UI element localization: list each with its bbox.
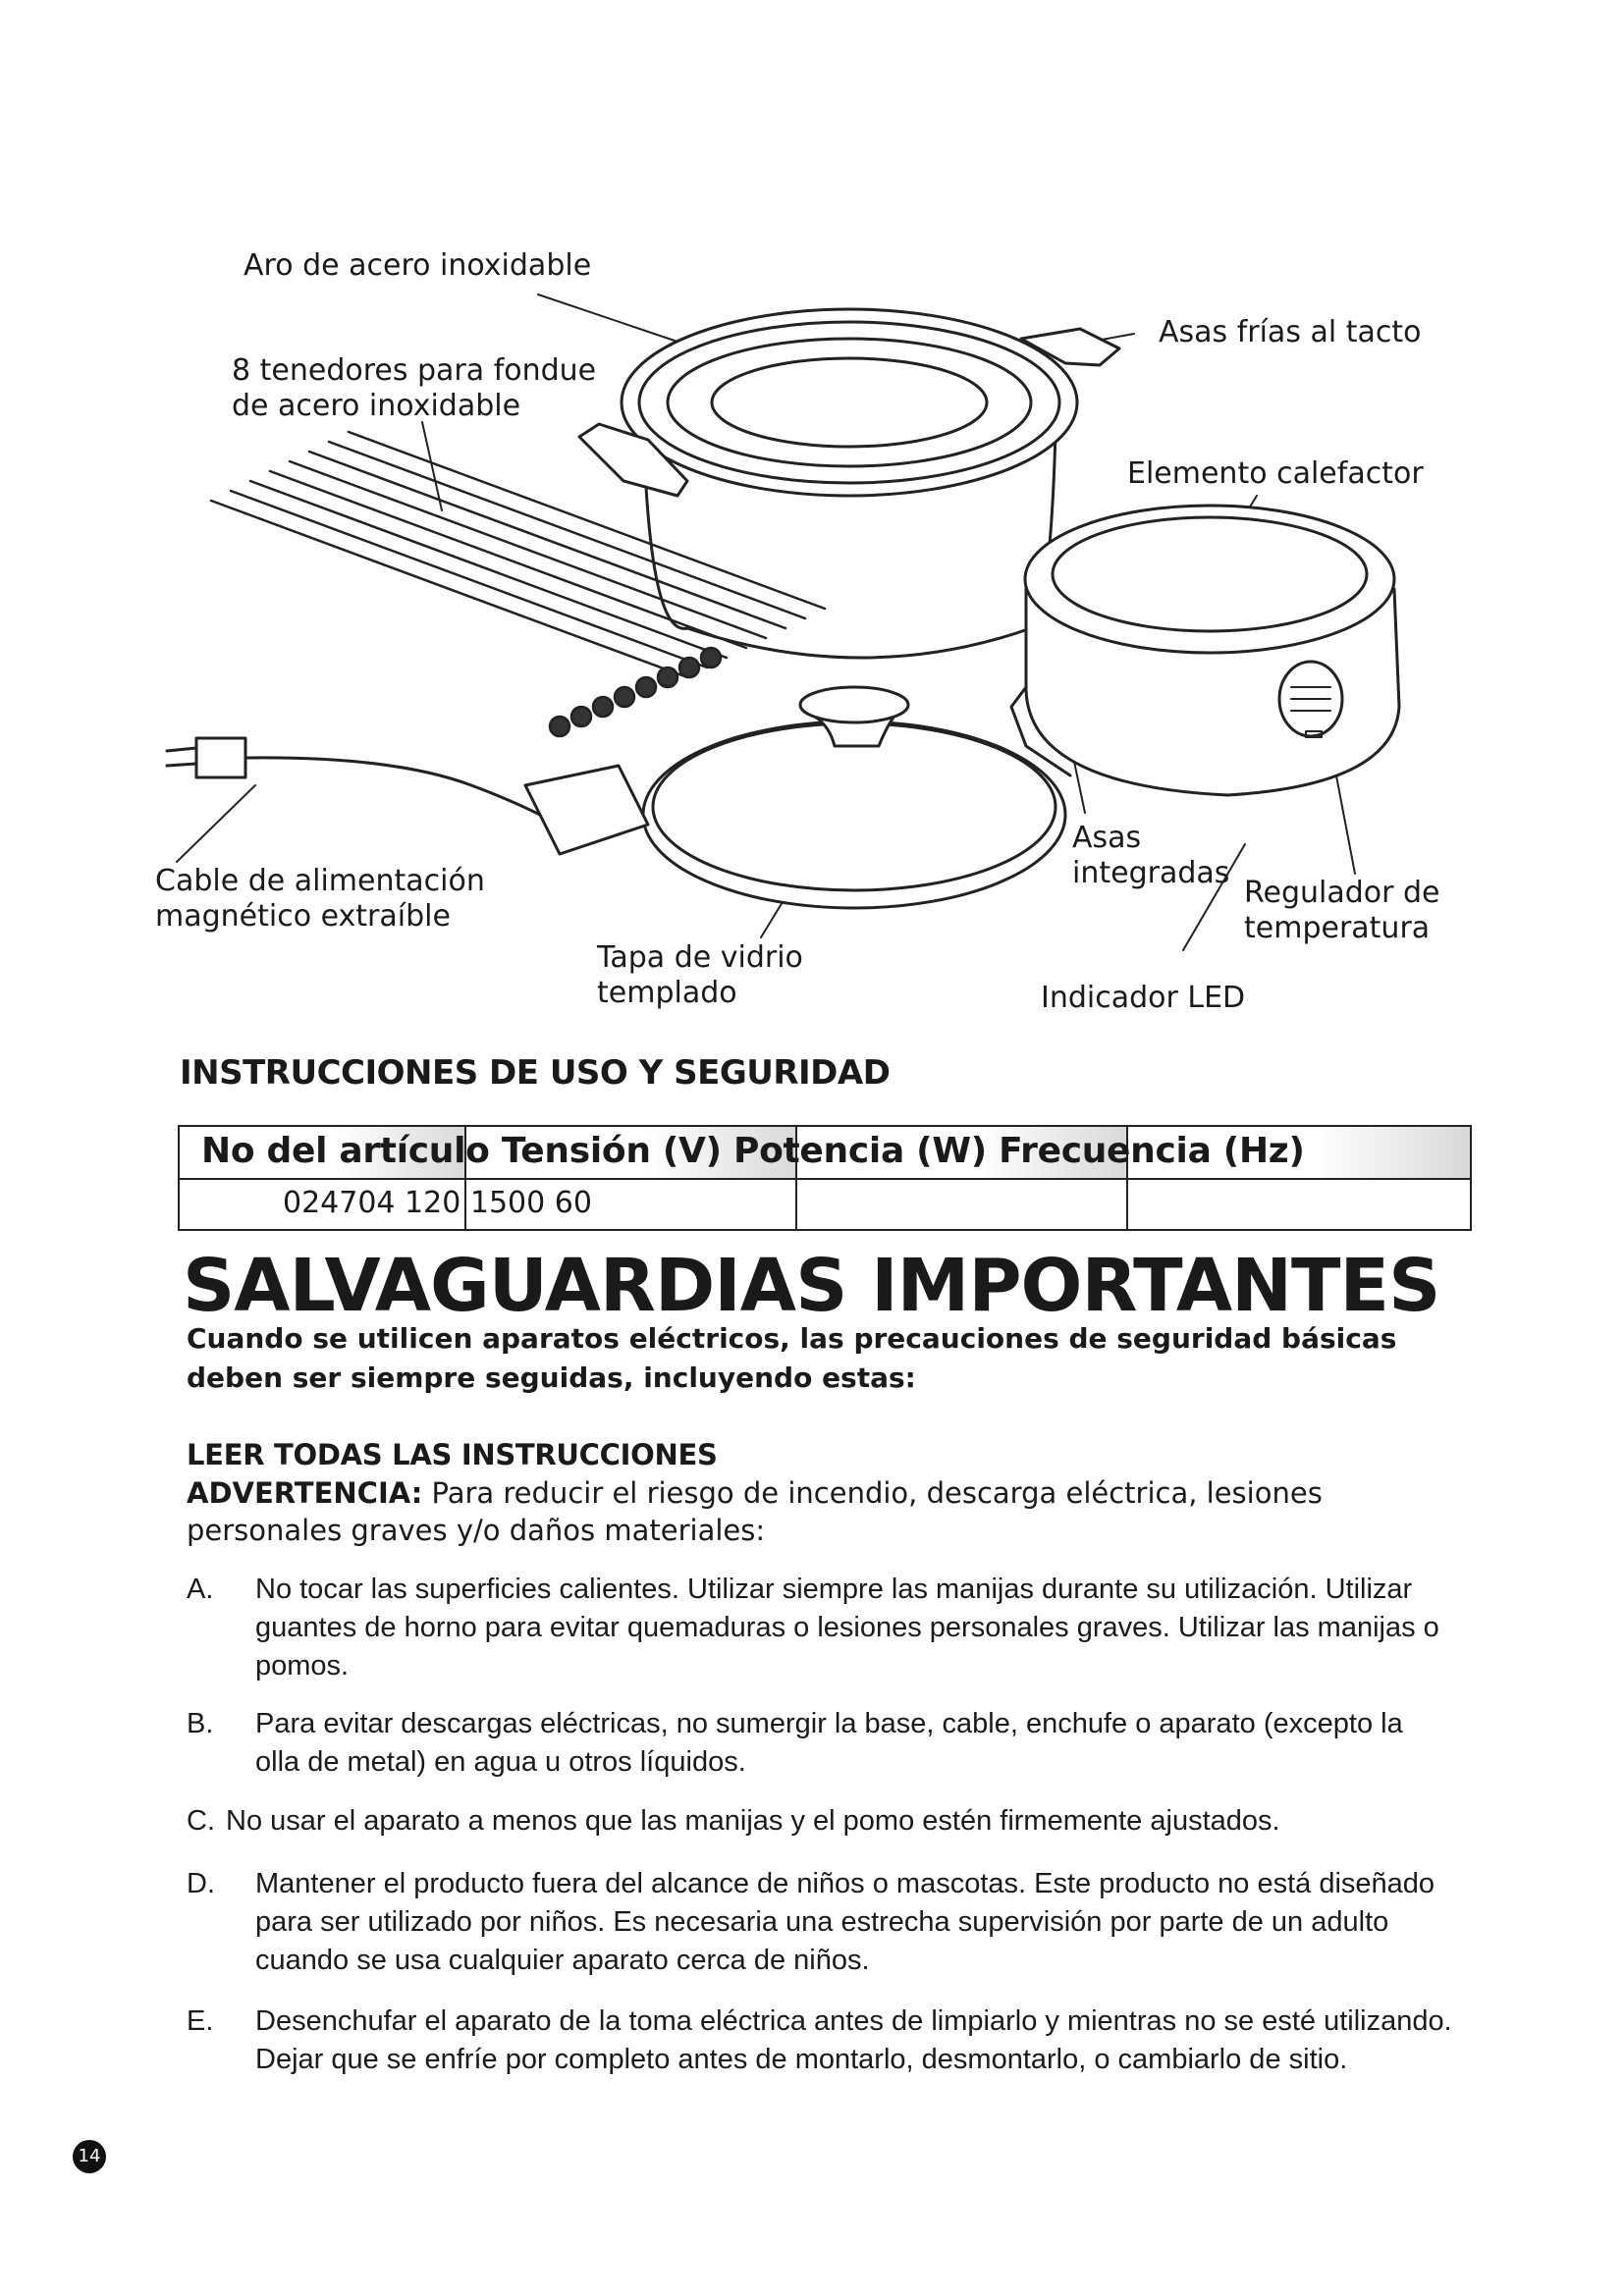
list-item-text: No usar el aparato a menos que las manijas y el pomo estén firmemente ajustados. <box>226 1805 1280 1837</box>
page-number: 14 <box>73 2140 106 2173</box>
label-ring: Aro de acero inoxidable <box>244 248 592 283</box>
list-item-letter: A. <box>187 1574 214 1605</box>
read-instructions-heading: LEER TODAS LAS INSTRUCCIONES <box>187 1438 718 1471</box>
label-regulator-line2: temperatura <box>1244 911 1431 945</box>
fondue-set-illustration <box>0 0 1624 1041</box>
label-integrated-handles-line2: integradas <box>1072 856 1230 890</box>
list-item-letter: D. <box>187 1868 215 1899</box>
spec-table-row: 024704 120 1500 60 <box>283 1186 592 1220</box>
label-lid-line2: templado <box>597 976 737 1010</box>
label-cable-line2: magnético extraíble <box>155 899 451 934</box>
glass-lid <box>643 687 1065 908</box>
list-item-letter: B. <box>187 1708 214 1739</box>
label-lid-line1: Tapa de vidrio <box>597 940 803 975</box>
list-item <box>187 1705 1463 1784</box>
label-handles: Asas frías al tacto <box>1159 315 1422 349</box>
spec-table-header: No del artículo Tensión (V) Potencia (W) Frecuencia (Hz) <box>201 1131 1305 1171</box>
label-heating-element: Elemento calefactor <box>1127 456 1424 491</box>
list-item <box>187 1802 1463 1842</box>
list-item <box>187 2002 1463 2081</box>
list-item <box>187 1865 1463 1983</box>
safeguards-intro: Cuando se utilicen aparatos eléctricos, las precauciones de seguridad básicas deben ser siempre seguidas, incluyendo estas: <box>187 1322 1397 1394</box>
list-item-text: Desenchufar el aparato de la toma eléctrica antes de limpiarlo y mientras no se esté utilizando. Dejar que se enfríe por completo antes de montarlo, desmontarlo, o cambiarlo de sitio. <box>255 2005 1452 2075</box>
safeguards-title: SALVAGUARDIAS IMPORTANTES <box>183 1244 1440 1328</box>
warning-label: ADVERTENCIA: <box>187 1476 423 1510</box>
section-title: INSTRUCCIONES DE USO Y SEGURIDAD <box>180 1053 891 1093</box>
label-forks-line1: 8 tenedores para fondue <box>232 353 597 388</box>
list-item-letter: C. <box>187 1805 215 1837</box>
power-cable <box>167 738 648 854</box>
warning-paragraph <box>187 1474 1443 1549</box>
label-cable-line1: Cable de alimentación <box>155 864 485 898</box>
leader-ring <box>538 294 677 342</box>
heating-base <box>1011 506 1399 795</box>
list-item-text: No tocar las superficies calientes. Utilizar siempre las manijas durante su utilización. Utilizar guantes de horno para evitar quemaduras o lesiones personales graves. Utilizar las manijas o pomos. <box>255 1574 1439 1682</box>
list-item-letter: E. <box>187 2005 214 2037</box>
warning-text: Para reducir el riesgo de incendio, descarga eléctrica, lesiones personales graves y/o daños materiales: <box>187 1476 1323 1547</box>
label-led: Indicador LED <box>1041 981 1246 1015</box>
leader-cable <box>177 785 255 862</box>
leader-led <box>1183 844 1245 950</box>
label-integrated-handles-line1: Asas <box>1072 821 1142 855</box>
list-item-text: Para evitar descargas eléctricas, no sumergir la base, cable, enchufe o aparato (excepto la olla de metal) en agua u otros líquidos. <box>255 1708 1403 1778</box>
list-item <box>187 1571 1463 1688</box>
label-forks-line2: de acero inoxidable <box>232 389 521 423</box>
label-regulator-line1: Regulador de <box>1244 876 1440 910</box>
list-item-text: Mantener el producto fuera del alcance de niños o mascotas. Este producto no está diseñado para ser utilizado por niños. Es necesaria una estrecha supervisión por parte de un adulto cuando se usa cualquier aparato cerca de niños. <box>255 1868 1435 1976</box>
